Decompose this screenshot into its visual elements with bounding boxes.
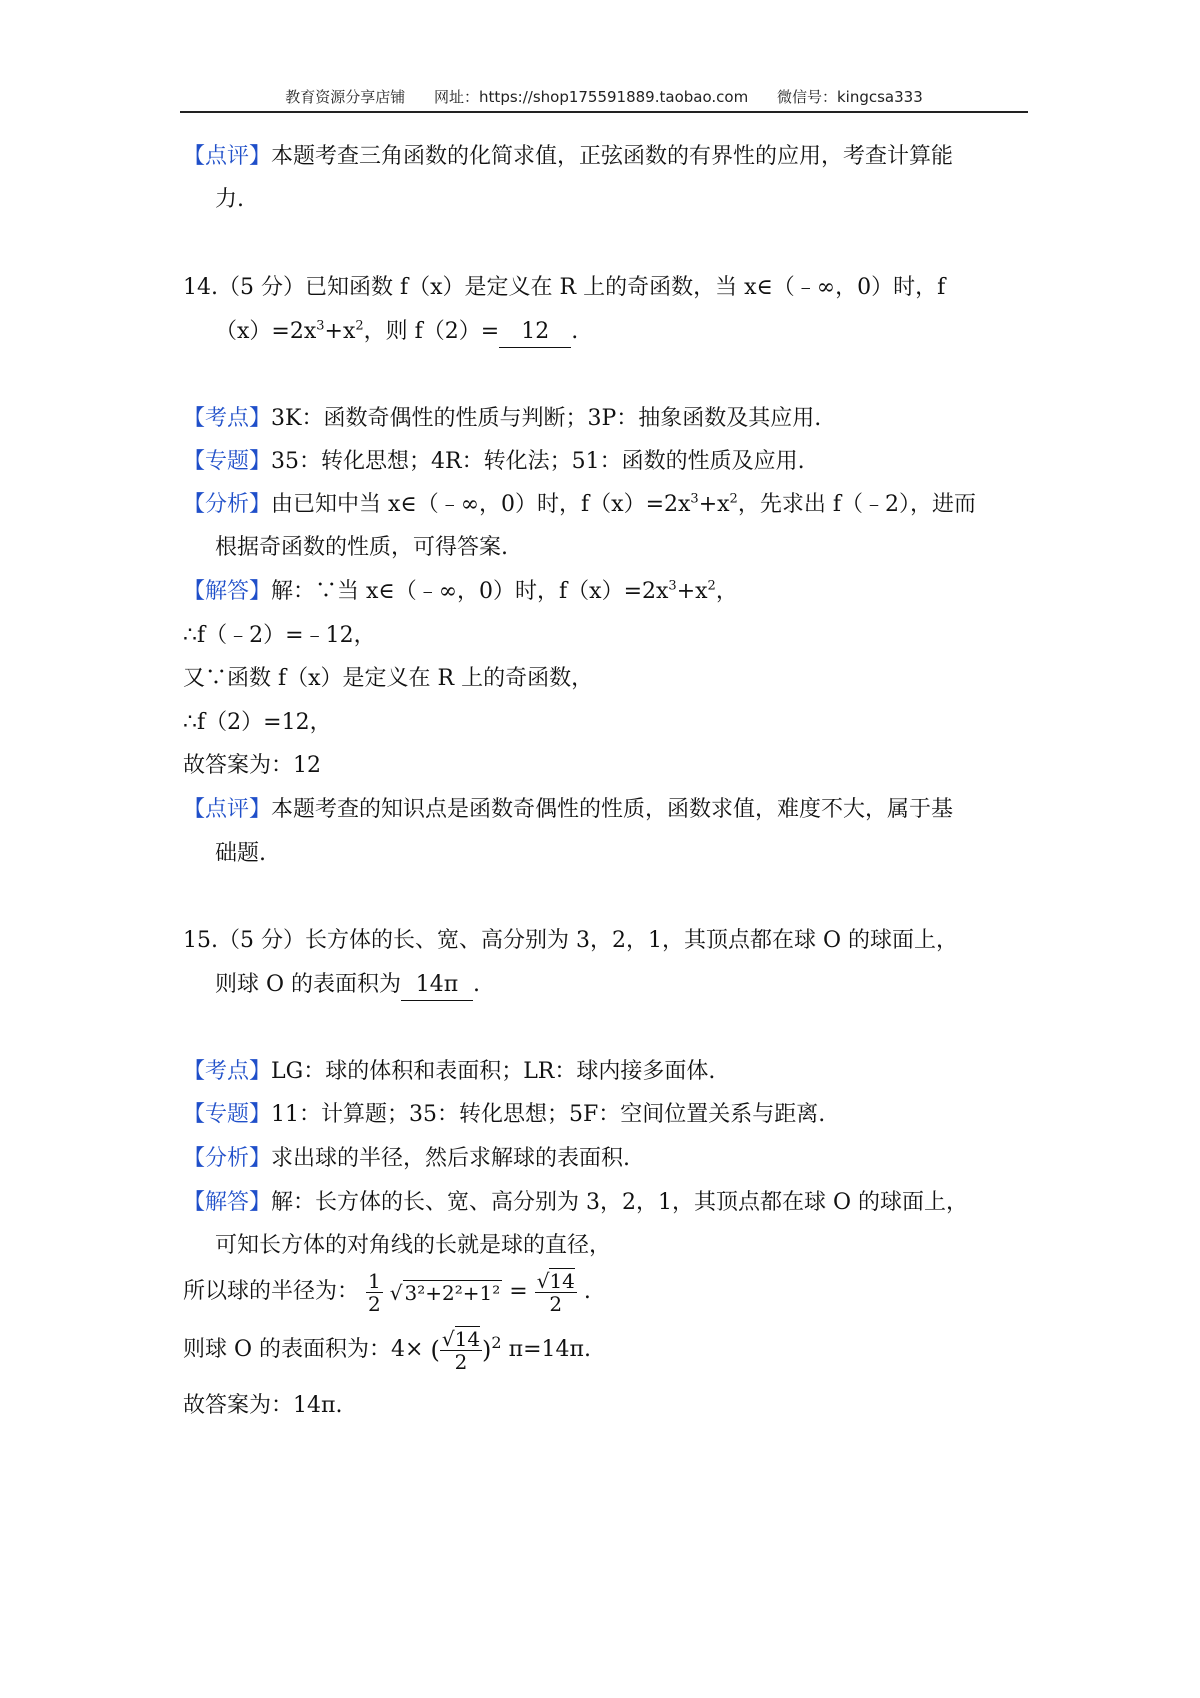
page-header: [180, 86, 1028, 107]
prev-review-tag: 【点评】: [183, 144, 272, 169]
q15-topic: [183, 1101, 825, 1130]
half-numerator: 1: [368, 1269, 381, 1293]
q14-review-line2: 础题.: [215, 841, 266, 866]
header-wechat: 微信号：kingcsa333: [776, 88, 923, 106]
q14-analysis-line2: 根据奇函数的性质，可得答案.: [215, 535, 508, 560]
q14-solution-tag: 【解答】: [183, 579, 272, 604]
q15-answer-blank: 14π: [401, 971, 473, 1001]
q14-step1: ∴f（﹣2）=﹣12，: [183, 623, 376, 648]
q14-analysis-exp2: 2: [729, 491, 738, 507]
half-fraction: [366, 1270, 383, 1315]
q14-solution-exp2: 2: [707, 578, 716, 594]
q14-point-text: 3K：函数奇偶性的性质与判断；3P：抽象函数及其应用.: [271, 406, 822, 431]
area-sqrt14: 14: [454, 1327, 481, 1351]
q15-stem-prefix: 则球 O 的表面积为: [215, 972, 402, 997]
q14-period: .: [571, 319, 579, 344]
q14-analysis-exp3: 3: [690, 491, 699, 507]
sqrt14-radicand: 14: [549, 1269, 575, 1293]
q14-answer-blank: 12: [499, 318, 571, 348]
q15-topic-text: 11：计算题；35：转化思想；5F：空间位置关系与距离.: [271, 1102, 826, 1127]
q15-final: 故答案为：14π.: [183, 1393, 343, 1418]
header-divider: [180, 111, 1028, 113]
q14-stem-line2: [215, 318, 578, 348]
q14-stem-expr: （x）=2x: [215, 319, 317, 344]
q14-plus-x: +x: [324, 319, 356, 344]
q15-analysis: [183, 1145, 630, 1174]
q15-radius-line: [183, 1270, 591, 1315]
q14-solution-prefix: 解：∵当 x∈（﹣∞，0）时，f（x）=2x: [271, 579, 669, 604]
header-shop: 教育资源分享店铺: [285, 88, 406, 106]
q15-radius-prefix: 所以球的半径为：: [183, 1279, 360, 1305]
q14-solution-end: ，: [715, 579, 738, 604]
q15-stem-line2: [215, 971, 480, 1001]
q15-area-prefix: 则球 O 的表面积为：4×: [183, 1337, 424, 1363]
q14-point: [183, 405, 821, 434]
q14-point-tag: 【考点】: [183, 406, 272, 431]
half-denominator: 2: [368, 1292, 381, 1316]
q15-solution-line1: [183, 1189, 968, 1218]
q15-topic-tag: 【专题】: [183, 1102, 272, 1127]
q14-final: 故答案为：12: [183, 753, 321, 778]
q14-topic-tag: 【专题】: [183, 449, 272, 474]
prev-review-line2: 力.: [215, 187, 244, 212]
q14-topic: [183, 448, 805, 477]
q14-analysis-suffix: ，先求出 f（﹣2），进而: [737, 492, 976, 517]
q14-review-line1: [183, 796, 953, 825]
q15-point-tag: 【考点】: [183, 1059, 272, 1084]
q15-point-text: LG：球的体积和表面积；LR：球内接多面体.: [271, 1059, 716, 1084]
q14-review-tag: 【点评】: [183, 797, 272, 822]
q14-analysis-prefix: 由已知中当 x∈（﹣∞，0）时，f（x）=2x: [271, 492, 691, 517]
area-fraction-numerator: √14: [441, 1327, 481, 1351]
q14-solution-exp3: 3: [668, 578, 677, 594]
q15-solution-text1: 解：长方体的长、宽、高分别为 3，2，1，其顶点都在球 O 的球面上，: [271, 1190, 969, 1215]
radius-end: .: [583, 1279, 591, 1305]
q14-stem-line1: 14.（5 分）已知函数 f（x）是定义在 R 上的奇函数，当 x∈（﹣∞，0）时，f: [183, 275, 946, 300]
q14-topic-text: 35：转化思想；4R：转化法；51：函数的性质及应用.: [271, 449, 805, 474]
q14-analysis-line1: [183, 491, 976, 520]
q14-analysis-plus-x: +x: [698, 492, 730, 517]
q15-analysis-text: 求出球的半径，然后求解球的表面积.: [271, 1146, 631, 1171]
q14-exp2: 2: [355, 318, 364, 334]
q15-area-line: [183, 1328, 591, 1373]
equals-sign: =: [509, 1279, 528, 1305]
q15-solution-line2: 可知长方体的对角线的长就是球的直径，: [215, 1233, 612, 1258]
q14-step3: ∴f（2）=12，: [183, 710, 332, 735]
radicand-sqrt: √ 3²+2²+1²: [389, 1280, 501, 1305]
right-paren: ): [482, 1335, 492, 1364]
q15-solution-tag: 【解答】: [183, 1190, 272, 1215]
q15-period: .: [473, 972, 481, 997]
radicand-expression: 3²+2²+1²: [404, 1280, 501, 1305]
q14-solution-line1: [183, 578, 738, 607]
q14-review-text: 本题考查的知识点是函数奇偶性的性质，函数求值，难度不大，属于基: [271, 797, 954, 822]
sqrt14-denominator: 2: [549, 1292, 563, 1316]
area-exponent: 2: [491, 1333, 502, 1353]
q15-stem-line1: 15.（5 分）长方体的长、宽、高分别为 3，2，1，其顶点都在球 O 的球面上，: [183, 928, 958, 953]
left-paren: (: [430, 1335, 440, 1364]
sqrt14-over-2: [535, 1270, 577, 1315]
q14-step2: 又∵函数 f（x）是定义在 R 上的奇函数，: [183, 666, 594, 691]
prev-review-line1: [183, 143, 953, 172]
sqrt14-numerator: √14: [536, 1269, 575, 1293]
header-url: 网址：https://shop175591889.taobao.com: [434, 88, 749, 106]
q14-solution-plus-x: +x: [676, 579, 708, 604]
prev-review-text1: 本题考查三角函数的化简求值，正弦函数的有界性的应用，考查计算能: [271, 144, 954, 169]
q15-point: [183, 1058, 715, 1087]
area-fraction: [440, 1328, 482, 1373]
q15-area-suffix: π=14π.: [508, 1337, 591, 1363]
q14-stem-mid: ，则 f（2）=: [363, 319, 500, 344]
q14-exp3: 3: [316, 318, 325, 334]
q14-analysis-tag: 【分析】: [183, 492, 272, 517]
q15-analysis-tag: 【分析】: [183, 1146, 272, 1171]
area-fraction-denominator: 2: [454, 1350, 468, 1374]
